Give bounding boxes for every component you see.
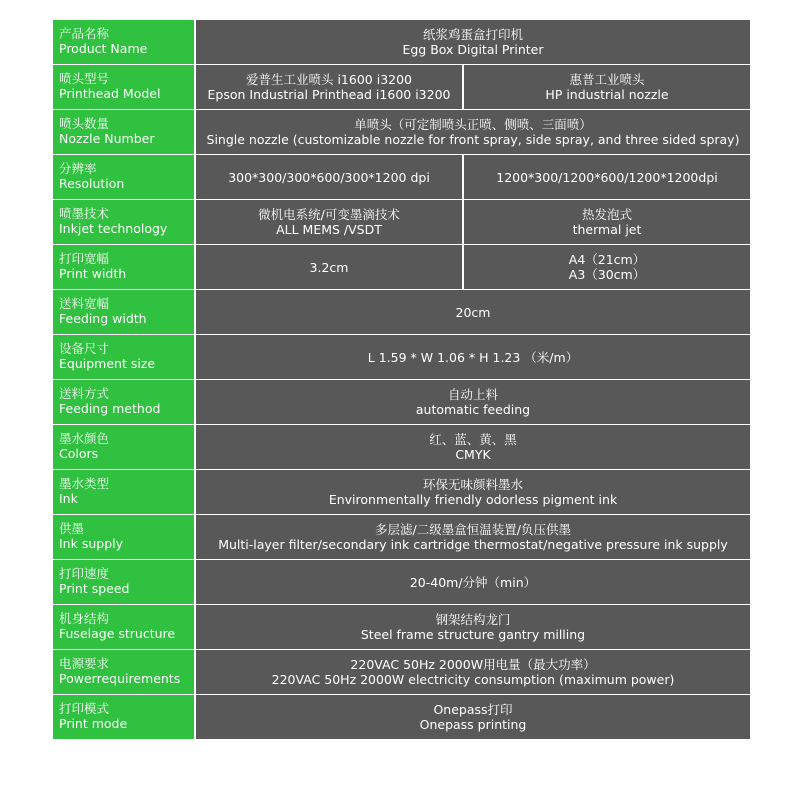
table-row	[53, 290, 750, 334]
row-label: 喷头型号 Printhead Model	[53, 65, 194, 109]
table-row	[53, 110, 750, 154]
table-row	[53, 200, 750, 244]
row-value-left: 微机电系统/可变墨滴技术 ALL MEMS /VSDT	[196, 200, 462, 244]
row-value: 20-40m/分钟（min）	[196, 560, 750, 604]
table-row	[53, 470, 750, 514]
row-label: 机身结构 Fuselage structure	[53, 605, 194, 649]
row-value: 红、蓝、黄、黑 CMYK	[196, 425, 750, 469]
row-value: 单喷头（可定制喷头正喷、侧喷、三面喷） Single nozzle (customizable nozzle for front spray, side spray, and three sided spray)	[196, 110, 750, 154]
row-label: 电源要求 Powerrequirements	[53, 650, 194, 694]
row-value-left: 爱普生工业喷头 i1600 i3200 Epson Industrial Printhead i1600 i3200	[196, 65, 462, 109]
row-value: 多层滤/二级墨盒恒温装置/负压供墨 Multi-layer filter/secondary ink cartridge thermostat/negative pressure ink supply	[196, 515, 750, 559]
row-label: 墨水颜色 Colors	[53, 425, 194, 469]
table-row	[53, 245, 750, 289]
table-row	[53, 380, 750, 424]
row-label: 喷头数量 Nozzle Number	[53, 110, 194, 154]
row-label: 打印宽幅 Print width	[53, 245, 194, 289]
table-row	[53, 650, 750, 694]
row-value: 纸浆鸡蛋盒打印机 Egg Box Digital Printer	[196, 20, 750, 64]
row-value: Onepass打印 Onepass printing	[196, 695, 750, 739]
row-value-left: 3.2cm	[196, 245, 462, 289]
row-label: 设备尺寸 Equipment size	[53, 335, 194, 379]
table-row	[53, 20, 750, 64]
row-label: 打印模式 Print mode	[53, 695, 194, 739]
table-row	[53, 515, 750, 559]
table-row	[53, 560, 750, 604]
row-value: 自动上料 automatic feeding	[196, 380, 750, 424]
table-row	[53, 65, 750, 109]
row-value-right: 热发泡式 thermal jet	[464, 200, 750, 244]
row-label: 分辨率 Resolution	[53, 155, 194, 199]
row-label: 墨水类型 Ink	[53, 470, 194, 514]
row-label: 送料宽幅 Feeding width	[53, 290, 194, 334]
row-label: 送料方式 Feeding method	[53, 380, 194, 424]
row-label: 打印速度 Print speed	[53, 560, 194, 604]
row-value: 钢架结构龙门 Steel frame structure gantry milling	[196, 605, 750, 649]
row-label: 供墨 Ink supply	[53, 515, 194, 559]
row-label: 产品名称 Product Name	[53, 20, 194, 64]
row-value: 20cm	[196, 290, 750, 334]
row-value-right: 1200*300/1200*600/1200*1200dpi	[464, 155, 750, 199]
row-value-right: 惠普工业喷头 HP industrial nozzle	[464, 65, 750, 109]
table-row	[53, 605, 750, 649]
row-label: 喷墨技术 Inkjet technology	[53, 200, 194, 244]
table-row	[53, 155, 750, 199]
row-value-left: 300*300/300*600/300*1200 dpi	[196, 155, 462, 199]
table-row	[53, 695, 750, 739]
row-value: 220VAC 50Hz 2000W用电量（最大功率） 220VAC 50Hz 2000W electricity consumption (maximum power)	[196, 650, 750, 694]
table-row	[53, 425, 750, 469]
table-row	[53, 335, 750, 379]
row-value-right: A4（21cm） A3（30cm）	[464, 245, 750, 289]
row-value: 环保无味颜料墨水 Environmentally friendly odorless pigment ink	[196, 470, 750, 514]
row-value: L 1.59 * W 1.06 * H 1.23 （米/m）	[196, 335, 750, 379]
